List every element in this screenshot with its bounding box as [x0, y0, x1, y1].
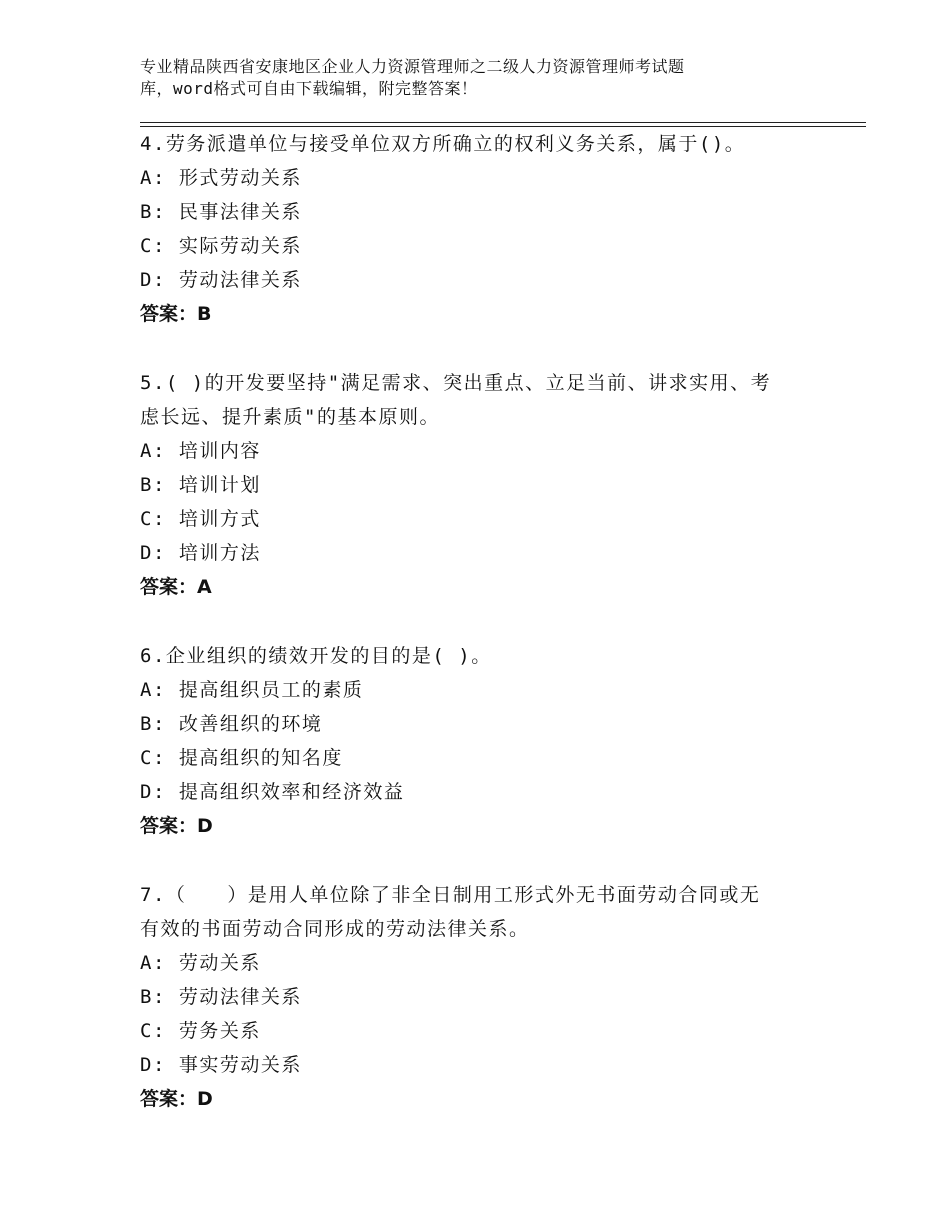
option-d: D: 事实劳动关系	[140, 1054, 302, 1076]
question-stem-line: 有效的书面劳动合同形成的劳动法律关系。	[140, 918, 530, 940]
document-header	[140, 56, 820, 100]
option-b: B: 改善组织的环境	[140, 713, 323, 735]
answer-label: 答案：A	[140, 576, 212, 598]
option-b: B: 培训计划	[140, 474, 261, 496]
question-stem	[140, 639, 820, 673]
question-stem	[140, 366, 820, 434]
header-line-2: 库，word格式可自由下载编辑，附完整答案！	[140, 79, 478, 98]
option-d: D: 培训方法	[140, 542, 261, 564]
header-line-1: 专业精品陕西省安康地区企业人力资源管理师之二级人力资源管理师考试题	[140, 57, 685, 76]
option-c: C: 实际劳动关系	[140, 235, 302, 257]
question-7	[140, 878, 820, 1116]
answer-label: 答案：D	[140, 815, 213, 837]
question-stem-line: 4.劳务派遣单位与接受单位双方所确立的权利义务关系，属于()。	[140, 133, 746, 155]
question-stem-line: 7.（ ）是用人单位除了非全日制用工形式外无书面劳动合同或无	[140, 884, 761, 906]
option-a: A: 提高组织员工的素质	[140, 679, 364, 701]
header-divider-top	[140, 122, 866, 123]
answer-label: 答案：D	[140, 1088, 213, 1110]
option-c: C: 提高组织的知名度	[140, 747, 343, 769]
option-a: A: 劳动关系	[140, 952, 261, 974]
option-a: A: 形式劳动关系	[140, 167, 302, 189]
option-b: B: 民事法律关系	[140, 201, 302, 223]
option-c: C: 培训方式	[140, 508, 261, 530]
option-d: D: 提高组织效率和经济效益	[140, 781, 405, 803]
option-d: D: 劳动法律关系	[140, 269, 302, 291]
question-stem-line: 虑长远、提升素质"的基本原则。	[140, 406, 440, 428]
question-stem-line: 5.( )的开发要坚持"满足需求、突出重点、立足当前、讲求实用、考	[140, 372, 772, 394]
option-a: A: 培训内容	[140, 440, 261, 462]
option-b: B: 劳动法律关系	[140, 986, 302, 1008]
question-6	[140, 639, 820, 843]
question-4	[140, 127, 820, 331]
question-stem	[140, 127, 820, 161]
question-5	[140, 366, 820, 604]
answer-label: 答案：B	[140, 303, 212, 325]
option-c: C: 劳务关系	[140, 1020, 261, 1042]
question-stem-line: 6.企业组织的绩效开发的目的是( )。	[140, 645, 492, 667]
question-stem	[140, 878, 820, 946]
